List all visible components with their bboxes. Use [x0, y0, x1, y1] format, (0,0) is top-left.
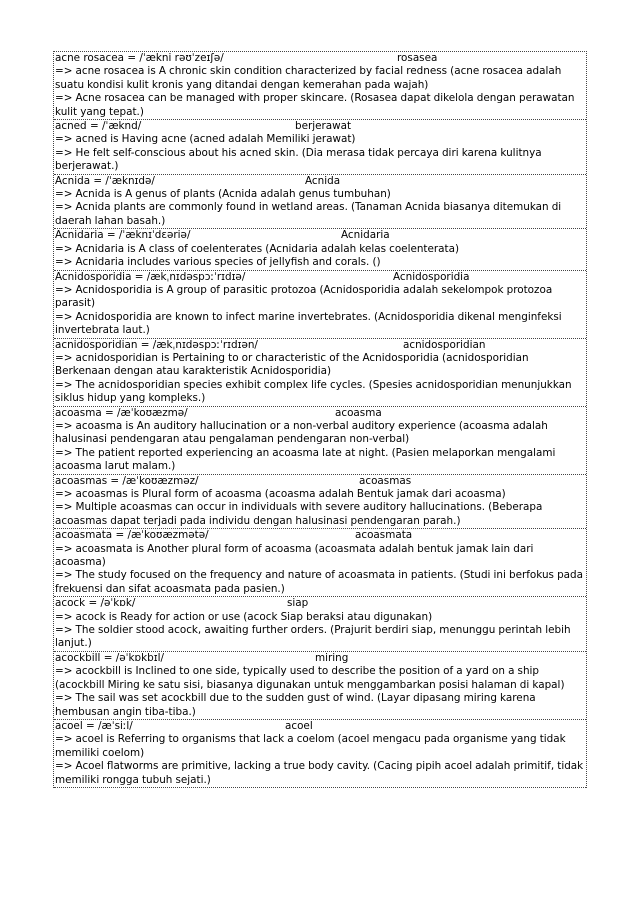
entry-header [55, 52, 586, 65]
definition-line: => Acnida is A genus of plants (Acnida adalah genus tumbuhan) [55, 188, 391, 201]
example-line: => Acoel flatworms are primitive, lacking a true body cavity. (Cacing pipih acoel adalah primitif, tidak memiliki rongga tubuh sejati.) [55, 760, 584, 786]
headword-pronunciation: acnidosporidian = /ækˌnɪdəspɔːˈrɪdɪən/ [55, 338, 258, 351]
example-line: => The patient reported experiencing an acoasma late at night. (Pasien melaporkan mengalami acoasma larut malam.) [55, 446, 556, 473]
example-line: => Acne rosacea can be managed with proper skincare. (Rosasea dapat dikelola dengan perawatan kulit yang tepat.) [55, 92, 575, 118]
definition-line: => acned is Having acne (acned adalah Memiliki jerawat) [55, 133, 356, 146]
dictionary-entry [54, 339, 586, 407]
headword-pronunciation: acned = /ˈæknd/ [55, 120, 142, 133]
translation: acnidosporidian [403, 338, 486, 351]
definition-line: => Acnidaria is A class of coelenterates (Acnidaria adalah kelas coelenterata) [55, 242, 460, 255]
definition-line: => acoasmata is Another plural form of acoasma (acoasmata adalah bentuk jamak lain dari acoasma) [55, 542, 534, 569]
entry-header [55, 175, 586, 188]
dictionary-entry [54, 271, 586, 339]
headword-pronunciation: Acnidaria = /ˈæknɪˈdɛəriə/ [55, 229, 191, 242]
definition-line: => acne rosacea is A chronic skin condition characterized by facial redness (acne rosacea adalah suatu kondisi kulit kronis yang ditandai dengan kemerahan pada wajah) [55, 65, 562, 91]
example-line: => The study focused on the frequency and nature of acoasmata in patients. (Studi ini berfokus pada frekuensi dan sifat acoasmata pada pasien.) [55, 569, 584, 595]
example-line: => Acnidaria includes various species of jellyfish and corals. () [55, 256, 381, 269]
dictionary-entry [54, 720, 586, 788]
example-line: => Acnida plants are commonly found in wetland areas. (Tanaman Acnida biasanya ditemukan di daerah lahan basah.) [55, 201, 562, 227]
definition-line: => acockbill is Inclined to one side, typically used to describe the position of a yard on a ship (acockbill Miring ke satu sisi, biasanya digunakan untuk menggambarkan posisi halaman di kapal) [55, 665, 565, 691]
translation: acoasma [335, 406, 382, 419]
entry-header [55, 720, 586, 733]
dictionary-entry [54, 597, 586, 652]
definition-line: => acoel is Referring to organisms that lack a coelom (acoel mengacu pada organisme yang tidak memiliki coelom) [55, 733, 566, 759]
dictionary-entry [54, 475, 586, 530]
headword-pronunciation: acoasmata = /æˈkoʊæzmətə/ [55, 529, 209, 542]
entry-header [55, 339, 586, 352]
dictionary-entry [54, 229, 586, 270]
example-line: => The soldier stood acock, awaiting further orders. (Prajurit berdiri siap, menunggu perintah lebih lanjut.) [55, 624, 571, 650]
definition-line: => acoasmas is Plural form of acoasma (acoasma adalah Bentuk jamak dari acoasma) [55, 488, 506, 500]
translation: Acnidaria [341, 229, 390, 242]
example-line: => Multiple acoasmas can occur in individuals with severe auditory hallucinations. (Beberapa acoasmas dapat terjadi pada individu dengan halusinasi pendengaran parah.) [55, 501, 543, 527]
definition-line: => acoasma is An auditory hallucination or a non-verbal auditory experience (acoasma adalah halusinasi pendengaran atau pengalaman pendengaran non-verbal) [55, 419, 548, 446]
example-line: => Acnidosporidia are known to infect marine invertebrates. (Acnidosporidia dikenal menginfeksi invertebrata laut.) [55, 310, 562, 337]
entry-header [55, 120, 586, 133]
dictionary-entry [54, 529, 586, 597]
translation: acoasmata [355, 529, 413, 542]
dictionary-entry [54, 52, 586, 120]
dictionary-entry [54, 175, 586, 230]
headword-pronunciation: acoel = /æˈsiːl/ [55, 719, 133, 732]
translation: acoel [285, 719, 313, 732]
dictionary-entry [54, 407, 586, 475]
entry-header [55, 271, 586, 284]
headword-pronunciation: acne rosacea = /ˈækni rəʊˈzeɪʃə/ [55, 52, 224, 64]
entry-header [55, 597, 586, 610]
headword-pronunciation: Acnidosporidia = /ækˌnɪdəspɔːˈrɪdɪə/ [55, 270, 246, 283]
headword-pronunciation: acock = /əˈkɒk/ [55, 597, 136, 610]
headword-pronunciation: Acnida = /ˈæknɪdə/ [55, 174, 155, 187]
example-line: => The acnidosporidian species exhibit complex life cycles. (Spesies acnidosporidian menunjukkan siklus hidup yang kompleks.) [55, 378, 572, 405]
dictionary-entry [54, 652, 586, 720]
translation: berjerawat [295, 120, 352, 133]
translation: Acnida [305, 174, 341, 187]
example-line: => The sail was set acockbill due to the sudden gust of wind. (Layar dipasang miring karena hembusan angin tiba-tiba.) [55, 692, 536, 718]
definition-line: => acock is Ready for action or use (acock Siap beraksi atau digunakan) [55, 610, 433, 623]
translation: miring [315, 651, 349, 664]
example-line: => He felt self-conscious about his acned skin. (Dia merasa tidak percaya diri karena kulitnya berjerawat.) [55, 146, 542, 173]
entry-header [55, 229, 586, 242]
dictionary-table [53, 51, 587, 788]
headword-pronunciation: acockbill = /əˈkɒkbɪl/ [55, 651, 164, 664]
definition-line: => acnidosporidian is Pertaining to or characteristic of the Acnidosporidia (acnidosporidian Berkenaan dengan atau karakteristik Acnidosporidia) [55, 351, 529, 378]
entry-header [55, 475, 586, 488]
definition-line: => Acnidosporidia is A group of parasitic protozoa (Acnidosporidia adalah sekelompok protozoa parasit) [55, 283, 553, 310]
headword-pronunciation: acoasmas = /æˈkoʊæzməz/ [55, 474, 199, 487]
translation: Acnidosporidia [393, 270, 470, 283]
translation: rosasea [397, 52, 438, 64]
entry-header [55, 407, 586, 420]
entry-header [55, 652, 586, 665]
entry-header [55, 529, 586, 542]
headword-pronunciation: acoasma = /æˈkoʊæzmə/ [55, 406, 188, 419]
dictionary-entry [54, 120, 586, 175]
translation: acoasmas [359, 474, 412, 487]
translation: siap [287, 597, 309, 610]
